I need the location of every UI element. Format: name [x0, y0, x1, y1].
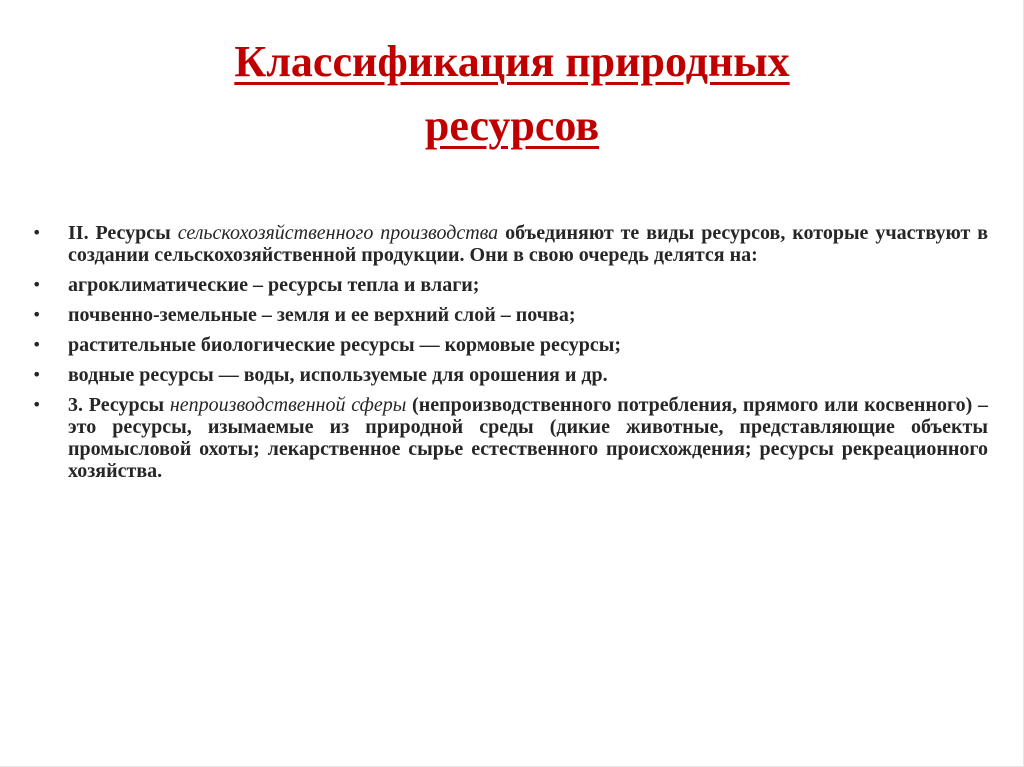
bullet-icon: •: [32, 335, 42, 354]
item-text: объединяют те виды ресурсов, которые участвуют в создании сельскохозяйственной продукции. Они в свою очередь делятся на:: [68, 222, 988, 266]
item-text: водные ресурсы — воды, используемые для орошения и др.: [68, 364, 608, 386]
list-item: [30, 364, 988, 386]
bullet-icon: •: [32, 395, 42, 414]
bullet-icon: •: [32, 275, 42, 294]
slide-title-line-1: Классификация природных: [234, 37, 790, 86]
list-item: [30, 222, 988, 266]
item-text: агроклиматические – ресурсы тепла и влаги;: [68, 274, 480, 296]
list-item: [30, 394, 988, 482]
list-item: [30, 304, 988, 326]
item-lead: 3. Ресурсы: [68, 394, 170, 416]
item-text: растительные биологические ресурсы — кормовые ресурсы;: [68, 334, 621, 356]
item-text: (непроизводственного потребления, прямого или косвенного) – это ресурсы, изымаемые из природной среды (дикие животные, представляющие объекты промысловой охоты; лекарственное сырье естественного происхождения; ресурсы рекреационного хозяйства.: [68, 394, 989, 482]
bullet-icon: •: [32, 223, 42, 242]
list-item: [30, 274, 988, 296]
bullet-list: [30, 222, 988, 490]
slide-title: [60, 30, 964, 158]
item-text: почвенно-земельные – земля и ее верхний слой – почва;: [68, 304, 576, 326]
item-lead: II. Ресурсы: [68, 222, 178, 244]
bullet-icon: •: [32, 305, 42, 324]
bullet-icon: •: [32, 365, 42, 384]
item-italic-term: непроизводственной сферы: [169, 394, 407, 416]
item-italic-term: сельскохозяйственного производства: [177, 222, 499, 244]
list-item: [30, 334, 988, 356]
slide-title-line-2: ресурсов: [424, 101, 600, 150]
